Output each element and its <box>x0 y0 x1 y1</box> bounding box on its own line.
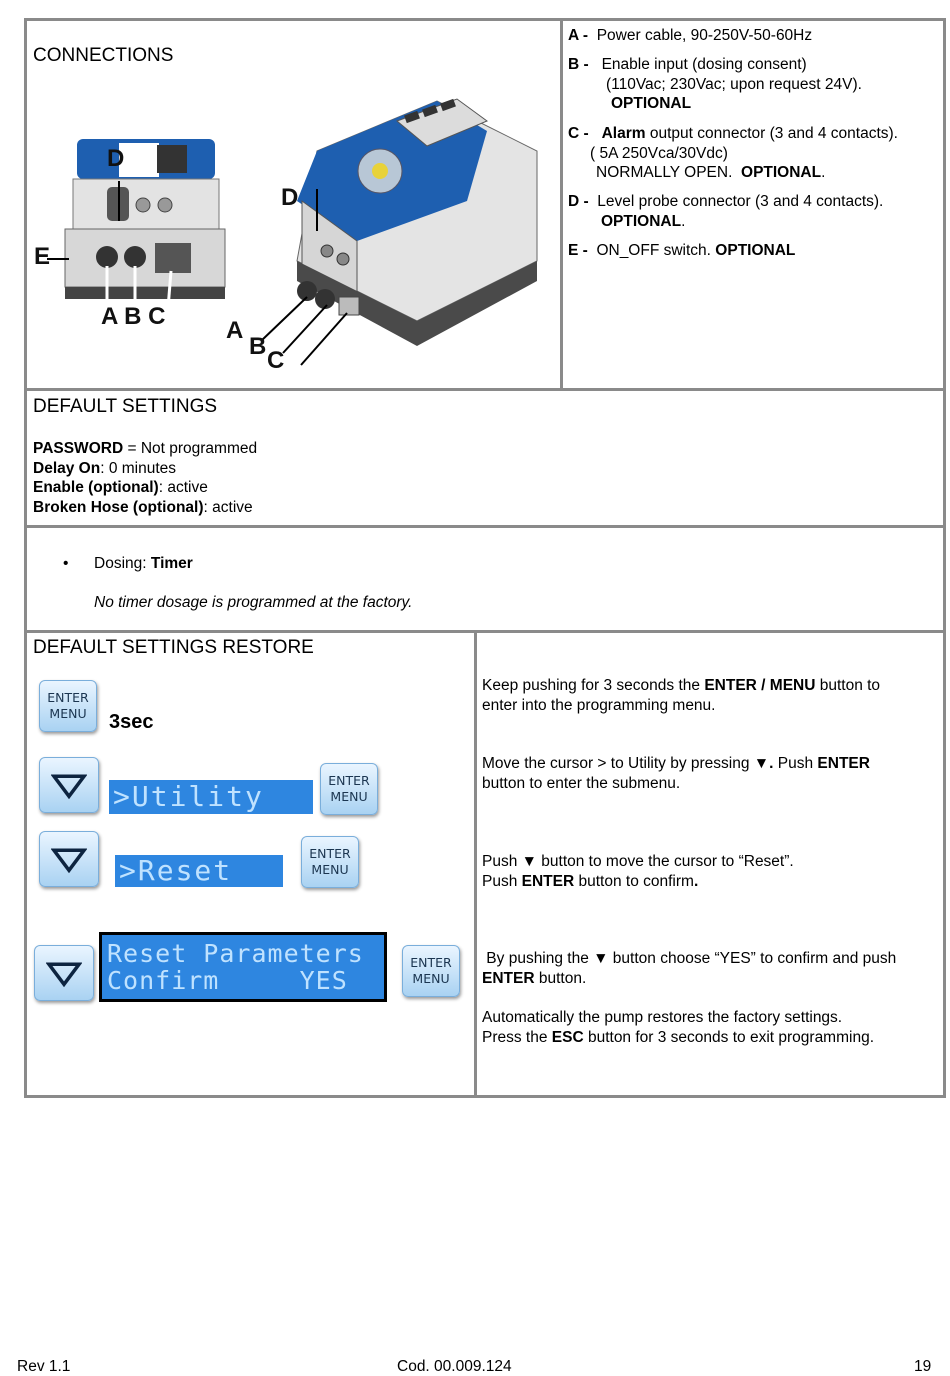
dosing-note: No timer dosage is programmed at the factory. <box>94 594 413 611</box>
hold-time-label: 3sec <box>109 711 154 733</box>
setting-enable: Enable (optional): active <box>33 479 208 496</box>
restore-title: DEFAULT SETTINGS RESTORE <box>33 637 314 658</box>
step-2-text: Move the cursor > to Utility by pressing ▼. Push ENTER button to enter the submenu. <box>482 755 870 792</box>
setting-delay-on: Delay On: 0 minutes <box>33 459 177 477</box>
lcd-utility: >Utility <box>109 780 313 814</box>
legend-item-e: E - ON_OFF switch. OPTIONAL <box>568 242 796 259</box>
step-1-text: Keep pushing for 3 seconds the ENTER / MENU button to enter into the programming menu. <box>482 677 881 714</box>
legend-item-c: C - Alarm output connector (3 and 4 contacts). ( 5A 250Vca/30Vdc) NORMALLY OPEN. OPTIONAL. <box>568 125 898 181</box>
down-arrow-button[interactable] <box>39 831 99 887</box>
footer-code: Cod. 00.009.124 <box>397 1358 512 1375</box>
down-triangle-icon <box>51 773 87 799</box>
label-d-left: D <box>107 145 125 172</box>
enter-menu-button[interactable]: ENTER MENU <box>402 945 460 997</box>
label-b: B <box>249 333 267 360</box>
lcd-confirm-line1: Reset Parameters <box>107 939 364 968</box>
legend-item-d: D - Level probe connector (3 and 4 contacts). OPTIONAL. <box>568 193 884 230</box>
setting-password: PASSWORD = Not programmed <box>33 440 258 457</box>
footer-page-number: 19 <box>914 1358 932 1375</box>
default-settings-title: DEFAULT SETTINGS <box>33 396 218 417</box>
step-3-text: Push ▼ button to move the cursor to “Reset”. Push ENTER button to confirm. <box>482 853 794 890</box>
dosing-panel <box>24 525 946 633</box>
label-e: E <box>34 243 51 270</box>
setting-broken-hose: Broken Hose (optional): active <box>33 498 253 516</box>
dosing-mode: Dosing: Timer <box>94 555 193 572</box>
label-c: C <box>267 347 285 374</box>
legend-item-a: A - Power cable, 90-250V-50-60Hz <box>568 27 813 44</box>
lcd-confirm <box>99 932 387 1002</box>
label-a: A <box>226 317 244 344</box>
down-arrow-button[interactable] <box>39 757 99 813</box>
restore-instructions-panel <box>474 630 946 1098</box>
step-5-text: Automatically the pump restores the factory settings. Press the ESC button for 3 seconds to exit programming. <box>482 1009 875 1046</box>
legend-item-b: B - Enable input (dosing consent) (110Vac; 230Vac; upon request 24V). OPTIONAL <box>568 56 862 112</box>
enter-menu-button[interactable]: ENTER MENU <box>320 763 378 815</box>
enter-menu-button[interactable]: ENTER MENU <box>39 680 97 732</box>
lcd-reset: >Reset <box>115 855 283 887</box>
default-settings-panel <box>24 388 946 528</box>
restore-steps-panel <box>24 630 477 1098</box>
enter-menu-button[interactable]: ENTER MENU <box>301 836 359 888</box>
footer-revision: Rev 1.1 <box>17 1358 71 1375</box>
down-triangle-icon <box>51 847 87 873</box>
down-arrow-button[interactable] <box>34 945 94 1001</box>
down-triangle-icon <box>46 961 82 987</box>
default-settings-list <box>33 439 257 517</box>
connections-title: CONNECTIONS <box>33 45 174 66</box>
lcd-confirm-line2: Confirm YES <box>107 966 348 995</box>
pump-perspective-illustration <box>247 91 547 391</box>
label-d-right: D <box>281 184 299 211</box>
dosing-bullet: • <box>63 555 69 572</box>
connections-panel <box>24 18 563 391</box>
label-abc: A B C <box>101 303 166 330</box>
step-4-text: By pushing the ▼ button choose “YES” to confirm and push ENTER button. <box>482 950 897 987</box>
connections-legend-panel <box>560 18 946 391</box>
